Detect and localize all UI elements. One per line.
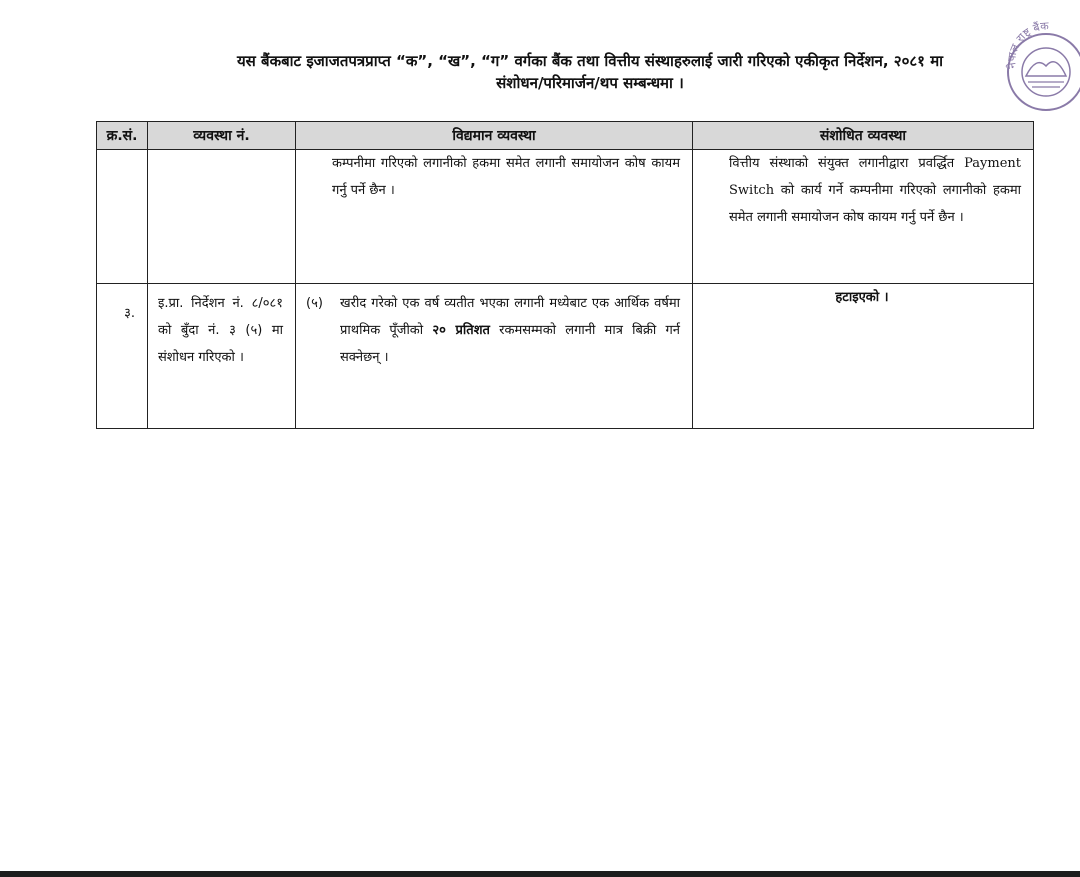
title-line-1: यस बैंकबाट इजाजतपत्रप्राप्त “क”, “ख”, “ग” वर्गका बैंक तथा वित्तीय संस्थाहरुलाई जारी गरिएको एकीकृत निर्देशन, २०८१ मा: [236, 52, 944, 70]
row-provision-ref: [148, 150, 296, 284]
bottom-bar: [0, 871, 1080, 877]
row-revised-provision: [693, 150, 1034, 284]
row-provision-ref: [148, 284, 296, 429]
row-existing-provision: [296, 150, 693, 284]
title-line-2: संशोधन/परिमार्जन/थप सम्बन्धमा ।: [496, 74, 684, 92]
payment-switch-term: Payment Switch: [729, 156, 1021, 198]
table-header-row: [97, 122, 1034, 150]
row-serial: [97, 150, 148, 284]
revised-text-part2: को कार्य गर्ने कम्पनीमा गरिएको लगानीको हकमा समेत लगानी समायोजन कोष कायम गर्नु पर्ने छैन ।: [729, 183, 1021, 225]
subclause-bold-percent: २० प्रतिशत: [432, 323, 490, 338]
row-serial: ३.: [97, 284, 148, 429]
table-row: [97, 150, 1034, 284]
subclause-text: [340, 290, 680, 371]
subclause-text-after: रकमसम्मको लगानी मात्र बिक्री गर्न सक्नेछन् ।: [340, 323, 680, 365]
document-title: [150, 50, 1030, 94]
seal-text: नेपाल राष्ट्र बैंक: [1005, 20, 1050, 70]
revised-text-part1: वित्तीय संस्थाको संयुक्त लगानीद्वारा प्रवर्द्धित: [729, 156, 955, 171]
existing-provision-text: कम्पनीमा गरिएको लगानीको हकमा समेत लगानी समायोजन कोष कायम गर्नु पर्ने छैन ।: [332, 156, 680, 198]
table-row: [97, 284, 1034, 429]
row-revised-provision: हटाइएको ।: [693, 284, 1034, 429]
nrb-seal-icon: [1004, 20, 1080, 116]
subclause-text-before: खरीद गरेको एक वर्ष व्यतीत भएका लगानी मध्येबाट एक आर्थिक वर्षमा प्राथमिक पूँजीको: [340, 296, 680, 338]
provision-ref-text: इ.प्रा. निर्देशन नं. ८/०८१ को बुँदा नं. ३ (५) मा संशोधन गरिएको ।: [158, 296, 283, 365]
header-revised-provision: संशोधित व्यवस्था: [693, 122, 1034, 150]
header-serial: क्र.सं.: [97, 122, 148, 150]
header-provision-no: व्यवस्था नं.: [148, 122, 296, 150]
subclause-number: (५): [306, 296, 323, 311]
svg-text:नेपाल राष्ट्र बैंक: [1005, 20, 1050, 69]
existing-subclause: [306, 284, 680, 371]
row-existing-provision: [296, 284, 693, 429]
header-existing-provision: विद्यमान व्यवस्था: [296, 122, 693, 150]
revised-provision-text: [703, 150, 1021, 231]
amendment-table: [96, 121, 1034, 429]
